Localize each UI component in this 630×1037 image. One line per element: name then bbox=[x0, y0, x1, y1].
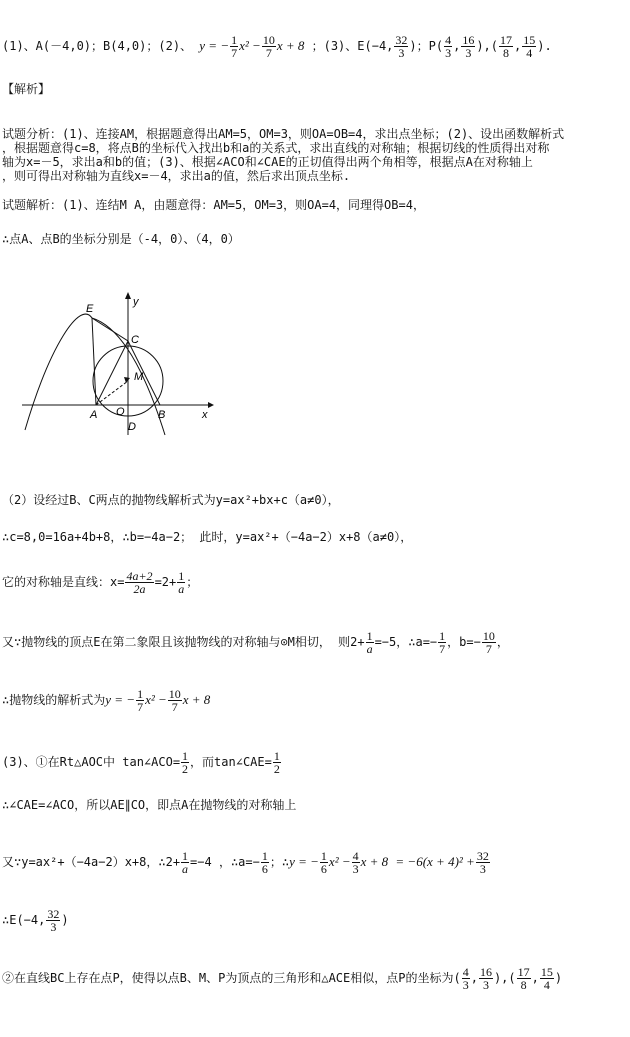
answer-eq: y = − bbox=[199, 38, 230, 53]
part3-line-1 bbox=[2, 750, 282, 775]
denominator: 3 bbox=[50, 920, 57, 934]
fraction bbox=[366, 630, 374, 655]
fraction bbox=[352, 850, 360, 875]
denominator: 3 bbox=[445, 46, 452, 60]
numerator: 4 bbox=[352, 849, 359, 863]
part3-line-5 bbox=[2, 966, 562, 991]
denominator: 3 bbox=[465, 46, 472, 60]
text: , bbox=[531, 971, 539, 985]
text: ，b=− bbox=[447, 635, 481, 649]
analysis-line-4: ，则可得出对称轴为直线x=－4，求出a的值，然后求出顶点坐标. bbox=[2, 169, 351, 183]
label-a: A bbox=[90, 409, 98, 421]
y-axis-arrow bbox=[125, 292, 131, 299]
numerator: 1 bbox=[273, 749, 280, 763]
solution-line-1: 试题解析：(1)、连结M A，由题意得：AM=5，OM=3，则OA=4，同理得OB=4， bbox=[2, 198, 425, 212]
arrow-m bbox=[124, 377, 130, 383]
text: ； bbox=[186, 575, 199, 589]
label-e: E bbox=[86, 303, 94, 315]
numerator: 16 bbox=[462, 33, 475, 47]
line-cb bbox=[128, 341, 160, 405]
fraction bbox=[125, 570, 153, 595]
fraction bbox=[273, 750, 281, 775]
text: , bbox=[470, 971, 478, 985]
denominator: 2 bbox=[182, 762, 189, 776]
equation-term: x + 8 bbox=[276, 38, 305, 53]
text: ),( bbox=[493, 971, 516, 985]
line-ec bbox=[92, 318, 128, 341]
fraction bbox=[46, 908, 60, 933]
numerator: 17 bbox=[500, 33, 513, 47]
denominator: 4 bbox=[543, 978, 550, 992]
denominator: 6 bbox=[320, 862, 327, 876]
numerator: 1 bbox=[182, 749, 189, 763]
text: ∴抛物线的解析式为 bbox=[2, 693, 106, 707]
denominator: 8 bbox=[520, 978, 527, 992]
fraction bbox=[168, 688, 182, 713]
answer-part3: ；(3)、E(−4, bbox=[311, 39, 394, 53]
fraction bbox=[522, 34, 536, 59]
part3-line-3 bbox=[2, 850, 491, 875]
fraction bbox=[394, 34, 408, 59]
equation-term: x + 8 bbox=[182, 692, 211, 707]
answer-line: (1)、A(－4,0)；B(4,0)；(2)、 y = − $\frac{1}{7}$ x² − $\frac{10}{7}$ x + 8 ；(3)、E(−4, $\frac{32}{3}$ )；P( $\frac{4}{3}$ , $\frac{16}{3}$ ),( $\frac{17}{8}$ , $\frac{15}{4}$ ). bbox=[2, 33, 552, 60]
fraction bbox=[181, 750, 189, 775]
fraction bbox=[444, 34, 452, 59]
numerator: 1 bbox=[439, 629, 446, 643]
denominator: 7 bbox=[485, 642, 492, 656]
line-ca bbox=[96, 341, 128, 405]
analysis-line-3: 轴为x=－5，求出a和b的值；(3)、根据∠ACO和∠CAE的正切值得出两个角相等，根据点A在对称轴上 bbox=[2, 155, 533, 169]
part2-line-1: （2）设经过B、C两点的抛物线解析式为y=ax²+bx+c（a≠0）， bbox=[2, 493, 340, 507]
part3-line-4 bbox=[2, 908, 69, 933]
denominator: 3 bbox=[479, 862, 486, 876]
fraction bbox=[461, 34, 475, 59]
equation-term: x + 8 bbox=[360, 854, 389, 869]
fraction bbox=[499, 34, 513, 59]
denominator: 3 bbox=[482, 978, 489, 992]
x-axis-arrow bbox=[208, 402, 214, 408]
label-y: y bbox=[133, 296, 139, 308]
numerator: 10 bbox=[482, 629, 495, 643]
answer-part1: (1)、A(－4,0)；B(4,0)；(2)、 bbox=[2, 39, 193, 53]
numerator: 1 bbox=[261, 849, 268, 863]
fraction bbox=[262, 34, 276, 59]
numerator: 1 bbox=[231, 33, 238, 47]
numerator: 32 bbox=[395, 33, 408, 47]
text: =−5，∴a=− bbox=[374, 635, 438, 649]
fraction bbox=[438, 630, 446, 655]
denominator: 7 bbox=[231, 46, 238, 60]
denominator: 6 bbox=[261, 862, 268, 876]
denominator: 7 bbox=[137, 700, 144, 714]
label-x: x bbox=[202, 409, 208, 421]
fraction bbox=[261, 850, 269, 875]
numerator: 1 bbox=[178, 569, 185, 583]
fraction bbox=[181, 850, 189, 875]
part3-line-2: ∴∠CAE=∠ACO，所以AE∥CO，即点A在抛物线的对称轴上 bbox=[2, 798, 297, 812]
solution-line-2: ∴点A、点B的坐标分别是（-4，0）、（4，0） bbox=[2, 232, 240, 246]
text: 它的对称轴是直线：x= bbox=[2, 575, 125, 589]
numerator: 16 bbox=[479, 965, 492, 979]
fraction bbox=[462, 966, 470, 991]
fraction bbox=[540, 966, 554, 991]
label-m: M bbox=[134, 371, 144, 383]
numerator: 15 bbox=[540, 965, 553, 979]
text: =−4 ，∴a=− bbox=[190, 855, 260, 869]
numerator: 1 bbox=[137, 687, 144, 701]
fraction bbox=[230, 34, 238, 59]
parabola-line bbox=[2, 688, 210, 713]
denominator: 8 bbox=[503, 46, 510, 60]
analysis-line-1: 试题分析：(1)、连接AM，根据题意得出AM=5，OM=3，则OA=OB=4，求出点坐标；(2)、设出函数解析式 bbox=[2, 127, 565, 141]
denominator: 2 bbox=[273, 762, 280, 776]
text: ) bbox=[554, 971, 563, 985]
fraction bbox=[479, 966, 493, 991]
answer-part5: ). bbox=[537, 39, 552, 53]
equation-term: x² − bbox=[145, 692, 167, 707]
text: ；∴ bbox=[269, 855, 290, 869]
denominator: 7 bbox=[171, 700, 178, 714]
denominator: 7 bbox=[265, 46, 272, 60]
equation-term: = −6(x + 4)² + bbox=[395, 854, 475, 869]
text: ， bbox=[496, 635, 509, 649]
label-o: O bbox=[116, 406, 125, 418]
text: 又∵y=ax²+（−4a−2）x+8，∴2+ bbox=[2, 855, 181, 869]
denominator: 7 bbox=[439, 642, 446, 656]
denominator: a bbox=[182, 862, 189, 876]
fraction bbox=[517, 966, 531, 991]
fraction bbox=[136, 688, 144, 713]
text: ，而tan∠CAE= bbox=[190, 755, 272, 769]
numerator: 4a+2 bbox=[126, 569, 153, 583]
numerator: 1 bbox=[182, 849, 189, 863]
numerator: 4 bbox=[445, 33, 452, 47]
denominator: 3 bbox=[352, 862, 359, 876]
text: ②在直线BC上存在点P，使得以点B、M、P为顶点的三角形和△ACE相似，点P的坐标为( bbox=[2, 971, 461, 985]
analysis-line-2: ，根据题意得c=8，将点B的坐标代入找出b和a的关系式，求出直线的对称轴；根据切线的性质得出对称 bbox=[2, 141, 550, 155]
fraction bbox=[177, 570, 185, 595]
label-d: D bbox=[128, 421, 136, 433]
numerator: 32 bbox=[476, 849, 489, 863]
denominator: a bbox=[366, 642, 373, 656]
section-title: 【解析】 bbox=[2, 82, 51, 96]
numerator: 10 bbox=[168, 687, 181, 701]
text: ) bbox=[61, 913, 69, 927]
fraction bbox=[482, 630, 496, 655]
numerator: 17 bbox=[517, 965, 530, 979]
fraction bbox=[476, 850, 490, 875]
line-ea bbox=[92, 318, 96, 405]
denominator: 3 bbox=[398, 46, 405, 60]
denominator: a bbox=[178, 582, 185, 596]
equation-term: y = − bbox=[289, 854, 319, 869]
equation-term: x² − bbox=[328, 854, 351, 869]
fraction bbox=[320, 850, 328, 875]
numerator: 4 bbox=[462, 965, 469, 979]
equation-term: x² − bbox=[239, 38, 261, 53]
line-am bbox=[96, 381, 128, 405]
numerator: 1 bbox=[320, 849, 327, 863]
text: =2+ bbox=[154, 575, 177, 589]
text: 又∵抛物线的顶点E在第二象限且该抛物线的对称轴与⊙M相切， 则2+ bbox=[2, 635, 365, 649]
vertex-line bbox=[2, 630, 509, 655]
numerator: 32 bbox=[47, 907, 60, 921]
geometry-figure bbox=[20, 285, 220, 445]
denominator: 2a bbox=[133, 582, 146, 596]
label-b: B bbox=[158, 409, 166, 421]
text: (3)、①在Rt△AOC中 tan∠ACO= bbox=[2, 755, 181, 769]
numerator: 10 bbox=[262, 33, 275, 47]
equation-term: y = − bbox=[105, 692, 136, 707]
answer-part4: )；P( bbox=[409, 39, 444, 53]
axis-line bbox=[2, 570, 198, 595]
denominator: 4 bbox=[526, 46, 533, 60]
numerator: 1 bbox=[366, 629, 373, 643]
text: ∴E(−4, bbox=[2, 913, 46, 927]
label-c: C bbox=[131, 334, 139, 346]
part2-line-2: ∴c=8,0=16a+4b+8，∴b=−4a−2； 此时，y=ax²+（−4a−2）x+8（a≠0）， bbox=[2, 530, 413, 544]
numerator: 15 bbox=[523, 33, 536, 47]
denominator: 3 bbox=[462, 978, 469, 992]
